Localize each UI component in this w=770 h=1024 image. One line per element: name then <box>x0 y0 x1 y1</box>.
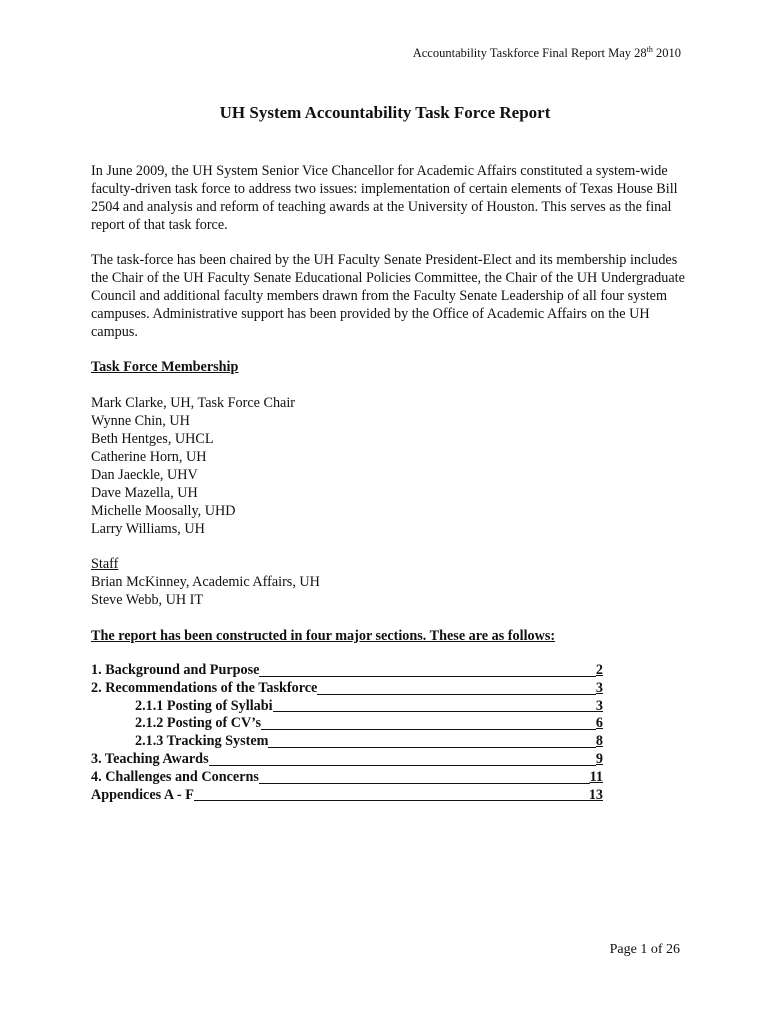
toc-row <box>91 751 603 769</box>
toc-leader <box>259 783 590 784</box>
toc-row <box>91 715 603 733</box>
toc-page: 8 <box>595 733 603 750</box>
member-item: Larry Williams, UH <box>91 521 205 537</box>
sections-heading: The report has been constructed in four major sections. These are as follows: <box>91 628 556 644</box>
member-item: Wynne Chin, UH <box>91 413 190 429</box>
member-item: Michelle Moosally, UHD <box>91 503 236 519</box>
toc-page: 6 <box>595 715 603 732</box>
intro-paragraph: In June 2009, the UH System Senior Vice Chancellor for Academic Affairs constituted a system-wide faculty-driven task force to address two issues: implementation of certain elements of Texas House Bill 2504 and analysis and reform of teaching awards at the University of Houston. This serves as the final report of that task force. <box>91 163 678 233</box>
running-header-text: Accountability Taskforce Final Report May 28 <box>412 46 647 60</box>
toc-leader <box>261 729 596 730</box>
toc-leader <box>209 765 596 766</box>
toc-leader <box>268 747 595 748</box>
toc-leader <box>194 800 589 801</box>
toc-row <box>91 733 603 751</box>
toc-page: 2 <box>595 662 603 678</box>
membership-heading: Task Force Membership <box>91 359 239 375</box>
member-item: Beth Hentges, UHCL <box>91 431 214 447</box>
toc-page: 9 <box>595 750 603 767</box>
toc-title: 2. Recommendations of the Taskforce <box>91 679 318 696</box>
toc-row <box>91 680 603 698</box>
toc-title: 4. Challenges and Concerns <box>91 768 259 785</box>
page-title: UH System Accountability Task Force Report <box>219 103 551 122</box>
toc-page: 11 <box>589 768 603 785</box>
member-item: Mark Clarke, UH, Task Force Chair <box>91 395 296 411</box>
toc-page: 3 <box>595 697 603 714</box>
toc-leader <box>259 676 595 677</box>
toc-row <box>91 787 603 805</box>
staff-list <box>91 555 691 609</box>
toc-page: 13 <box>588 786 603 803</box>
member-item: Dave Mazella, UH <box>91 485 198 501</box>
toc-leader <box>273 711 596 712</box>
staff-item: Steve Webb, UH IT <box>91 592 204 608</box>
toc-row <box>91 769 603 787</box>
toc-page: 3 <box>595 679 603 696</box>
page-number: Page 1 of 26 <box>609 942 680 957</box>
staff-heading: Staff <box>91 556 119 572</box>
toc-title: 2.1.3 Tracking System <box>135 733 269 750</box>
toc-title: 2.1.1 Posting of Syllabi <box>135 697 273 714</box>
toc-title: 1. Background and Purpose <box>91 662 260 678</box>
membership-paragraph: The task-force has been chaired by the UH Faculty Senate President-Elect and its membership includes the Chair of the UH Faculty Senate Educational Policies Committee, the Chair of the UH Undergraduate Council and additional faculty members drawn from the Faculty Senate Leadership of all four system campuses. Administrative support has been provided by the Office of Academic Affairs on the UH campus. <box>91 252 685 340</box>
toc-row <box>91 698 603 716</box>
toc-row <box>91 662 603 680</box>
member-item: Catherine Horn, UH <box>91 449 207 465</box>
member-item: Dan Jaeckle, UHV <box>91 467 198 483</box>
toc-leader <box>317 694 596 695</box>
toc-title: 3. Teaching Awards <box>91 750 209 767</box>
toc-title: 2.1.2 Posting of CV’s <box>135 715 261 732</box>
running-header-sup: th <box>646 44 653 54</box>
running-header-year: 2010 <box>652 46 681 60</box>
running-header <box>413 46 681 61</box>
member-list <box>91 394 691 538</box>
staff-item: Brian McKinney, Academic Affairs, UH <box>91 574 320 590</box>
table-of-contents <box>91 662 603 804</box>
toc-title: Appendices A - F <box>91 786 194 803</box>
